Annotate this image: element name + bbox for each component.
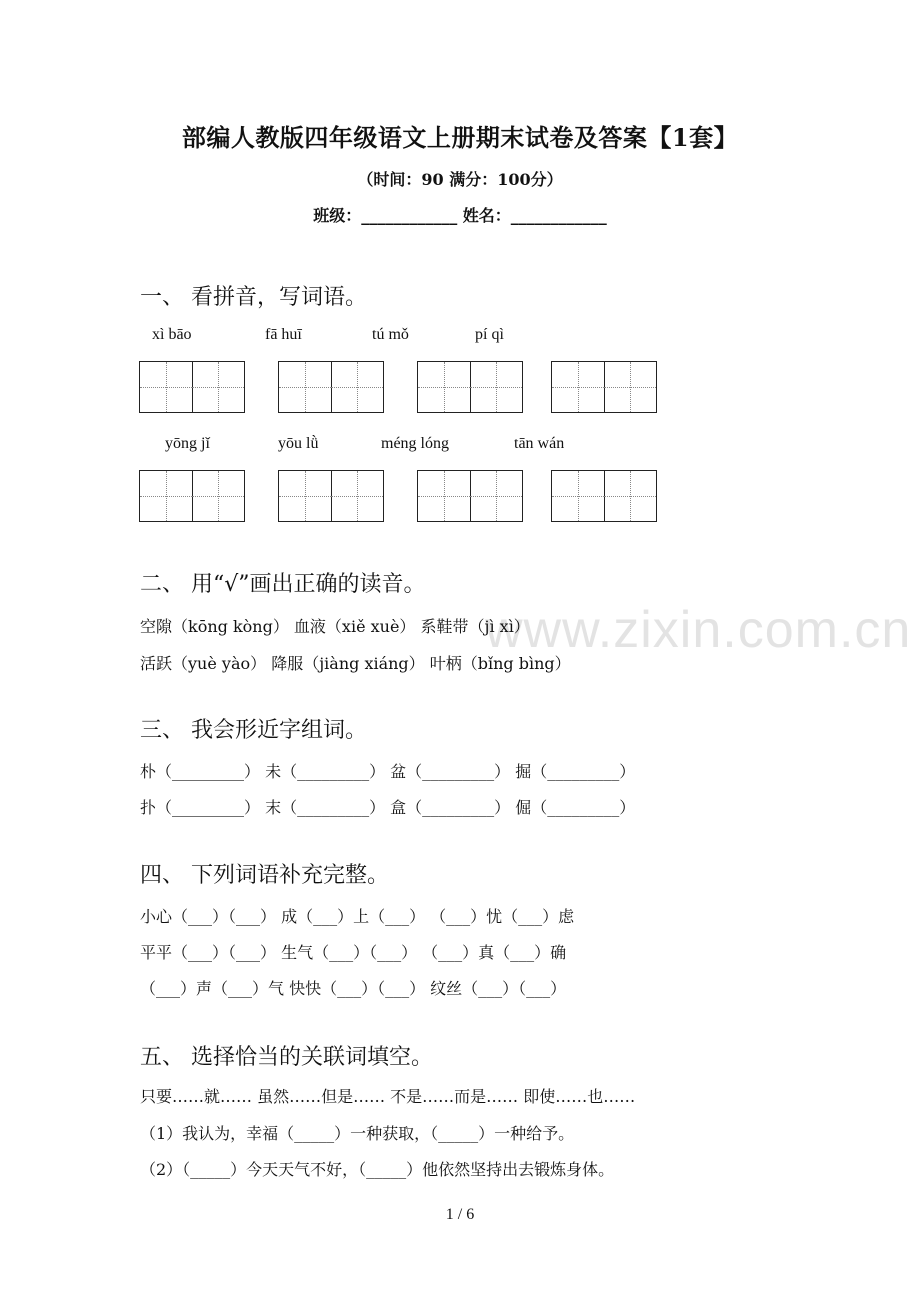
exam-time-score: （时间：90 满分：100分）: [357, 170, 563, 189]
section-3-heading: 三、 我会形近字组词。: [140, 718, 367, 743]
page-number: 1 / 6: [445, 1206, 475, 1223]
pinyin-label: pí qì: [475, 326, 504, 343]
pinyin-label: tú mǒ: [372, 326, 409, 343]
pinyin-label: tān wán: [514, 435, 565, 452]
word-group-line: 扑（_________） 末（_________） 盒（_________） 倔（_________）: [140, 798, 636, 817]
question-line: （1）我认为，幸福（_____）一种获取，（_____）一种给予。: [140, 1124, 575, 1143]
question-line: （2）（_____）今天天气不好，（_____）他依然坚持出去锻炼身体。: [140, 1160, 615, 1179]
fill-words-line: 平平（___）（___） 生气（___）（___） （___）真（___）确: [140, 943, 567, 962]
word-group-line: 朴（_________） 未（_________） 盆（_________） 掘（_________）: [140, 762, 636, 781]
pinyin-label: fā huī: [265, 326, 302, 343]
tianzige-box[interactable]: [417, 470, 523, 522]
pronunciation-line: 活跃（yuè yào） 降服（jiàng xiáng） 叶柄（bǐng bìng）: [140, 654, 571, 673]
tianzige-box[interactable]: [417, 361, 523, 413]
pinyin-label: yōng jǐ: [165, 435, 210, 452]
section-5-heading: 五、 选择恰当的关联词填空。: [140, 1045, 433, 1070]
fill-words-line: （___）声（___）气 快快（___）（___） 纹丝（___）（___）: [140, 979, 567, 998]
section-4-heading: 四、 下列词语补充完整。: [140, 863, 389, 888]
pinyin-label: xì bāo: [152, 326, 192, 343]
tianzige-box[interactable]: [278, 361, 384, 413]
tianzige-box[interactable]: [551, 470, 657, 522]
fill-words-line: 小心（___）（___） 成（___）上（___） （___）忧（___）虑: [140, 907, 575, 926]
tianzige-box[interactable]: [139, 361, 245, 413]
tianzige-box[interactable]: [139, 470, 245, 522]
section-1-heading: 一、 看拼音，写词语。: [140, 285, 367, 310]
pinyin-label: méng lóng: [381, 435, 449, 452]
tianzige-box[interactable]: [551, 361, 657, 413]
conjunction-options: 只要……就…… 虽然……但是…… 不是……而是…… 即使……也……: [140, 1087, 636, 1106]
pronunciation-line: 空隙（kōng kòng） 血液（xiě xuè） 系鞋带（jì xì）: [140, 617, 530, 636]
page-title: 部编人教版四年级语文上册期末试卷及答案【1套】: [181, 123, 739, 152]
section-2-heading: 二、 用“√”画出正确的读音。: [140, 572, 426, 597]
class-name-line: 班级：____________ 姓名：____________: [313, 206, 607, 225]
tianzige-box[interactable]: [278, 470, 384, 522]
watermark: www.zixin.com.cn: [485, 601, 912, 659]
pinyin-label: yōu lǜ: [278, 435, 319, 452]
